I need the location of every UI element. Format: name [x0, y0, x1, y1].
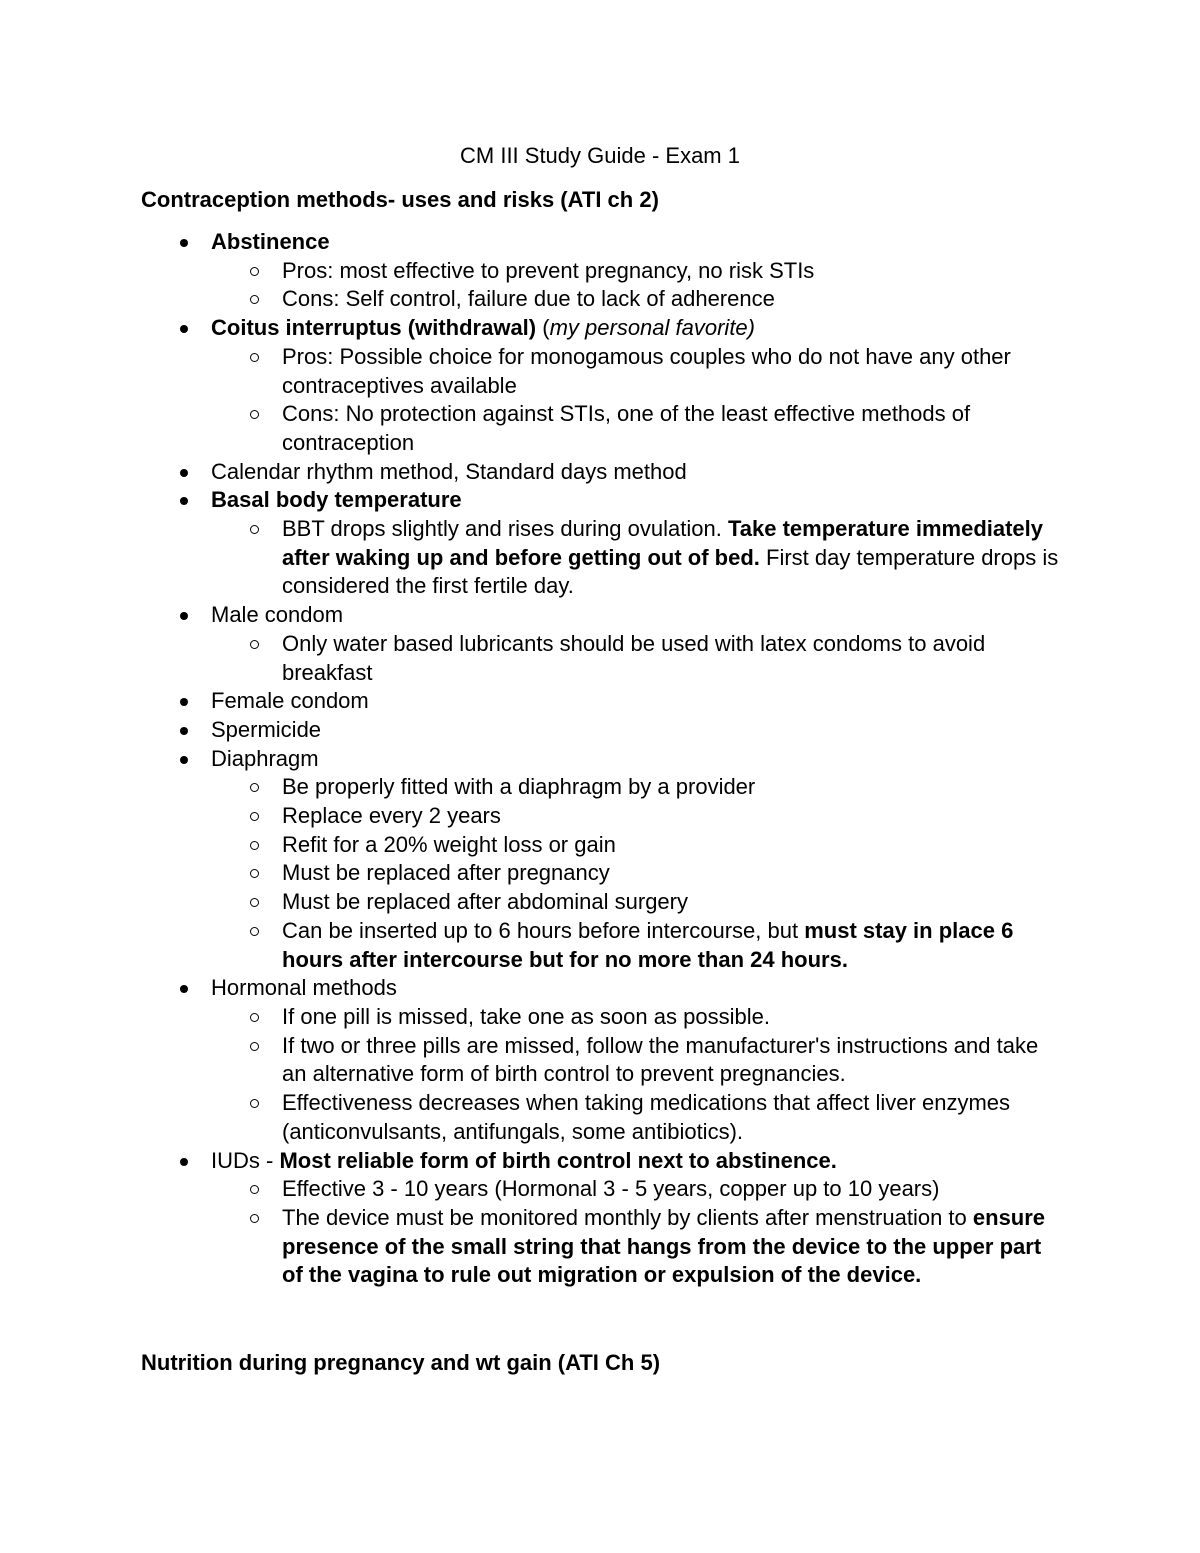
sub-item-text: Only water based lubricants should be used with latex condoms to avoid breakfast — [282, 630, 986, 685]
sub-item-text: Pros: Possible choice for monogamous couples who do not have any other contraceptives available — [282, 343, 1011, 398]
sub-item — [0, 859, 1200, 888]
list-item-female-condom — [0, 687, 1200, 716]
sub-item-text: Effective 3 - 10 years (Hormonal 3 - 5 years, copper up to 10 years) — [282, 1176, 940, 1202]
sub-item-text: BBT drops slightly and rises during ovulation. — [282, 516, 728, 542]
hollow-bullet-icon — [250, 525, 259, 534]
list-item-coitus-interruptus — [0, 314, 1200, 343]
hollow-bullet-icon — [250, 295, 259, 304]
item-label: Male condom — [211, 602, 344, 628]
sub-item — [0, 831, 1200, 860]
item-label: Spermicide — [211, 716, 322, 742]
bullet-icon — [180, 469, 188, 477]
sub-item — [0, 343, 1200, 400]
sub-item-text: Refit for a 20% weight loss or gain — [282, 831, 616, 857]
hollow-bullet-icon — [250, 353, 259, 362]
hollow-bullet-icon — [250, 927, 259, 936]
sub-item-text: Cons: Self control, failure due to lack of adherence — [282, 286, 775, 312]
document-title: CM III Study Guide - Exam 1 — [460, 143, 740, 168]
sub-item — [0, 515, 1200, 601]
item-label-paren: ( — [536, 315, 550, 341]
bullet-icon — [180, 698, 188, 706]
bullet-icon — [180, 727, 188, 735]
sub-item-text: Cons: No protection against STIs, one of the least effective methods of contraception — [282, 401, 971, 455]
hollow-bullet-icon — [250, 410, 259, 419]
section-heading-nutrition: Nutrition during pregnancy and wt gain (ATI Ch 5) — [141, 1350, 661, 1375]
hollow-bullet-icon — [250, 841, 259, 850]
sub-item — [0, 1032, 1200, 1089]
sub-item — [0, 888, 1200, 917]
hollow-bullet-icon — [250, 898, 259, 907]
list-item-diaphragm — [0, 745, 1200, 774]
sub-item — [0, 285, 1200, 314]
sub-item-text: Replace every 2 years — [282, 803, 501, 829]
list-item-spermicide — [0, 716, 1200, 745]
sub-item-text: If one pill is missed, take one as soon as possible. — [282, 1003, 770, 1029]
sub-item — [0, 1204, 1200, 1290]
item-label: IUDs - — [211, 1147, 280, 1173]
list-item-calendar-rhythm — [0, 458, 1200, 487]
bullet-icon — [180, 985, 188, 993]
contraception-methods-list — [0, 228, 1200, 1290]
sub-item-text: If two or three pills are missed, follow the manufacturer's instructions and take an alternative form of birth control to prevent pregnancies. — [282, 1032, 1039, 1087]
list-item-basal-body-temperature — [0, 486, 1200, 515]
hollow-bullet-icon — [250, 1214, 259, 1223]
sub-item — [0, 773, 1200, 802]
sub-item — [0, 1003, 1200, 1032]
bullet-icon — [180, 612, 188, 620]
hollow-bullet-icon — [250, 1042, 259, 1051]
hollow-bullet-icon — [250, 640, 259, 649]
item-label: Hormonal methods — [211, 975, 397, 1001]
sub-item — [0, 630, 1200, 687]
hollow-bullet-icon — [250, 812, 259, 821]
section-heading-contraception: Contraception methods- uses and risks (ATI ch 2) — [141, 187, 659, 212]
sub-item-text: Pros: most effective to prevent pregnancy, no risk STIs — [282, 257, 815, 283]
bullet-icon — [180, 239, 188, 247]
hollow-bullet-icon — [250, 267, 259, 276]
bullet-icon — [180, 497, 188, 505]
item-label: Female condom — [211, 688, 369, 714]
sub-item-emphasis: ensure presence of the small string that hangs from the device to the upper part of the vagina to rule out migration or expulsion of the device. — [282, 1204, 1046, 1288]
list-item-hormonal-methods — [0, 974, 1200, 1003]
item-label: Coitus interruptus (withdrawal) — [211, 315, 537, 341]
hollow-bullet-icon — [250, 1099, 259, 1108]
item-label: Abstinence — [211, 229, 330, 254]
list-item-iuds — [0, 1147, 1200, 1176]
sub-item-emphasis: Take temperature immediately after waking up and before getting out of bed. — [282, 516, 1044, 570]
list-item-male-condom — [0, 601, 1200, 630]
sub-item — [0, 400, 1200, 457]
bullet-icon — [180, 325, 188, 333]
hollow-bullet-icon — [250, 1185, 259, 1194]
hollow-bullet-icon — [250, 1013, 259, 1022]
sub-item-text: The device must be monitored monthly by clients after menstruation to — [282, 1204, 973, 1230]
sub-item-text: First day temperature drops is considered the first fertile day. — [282, 544, 1059, 599]
item-label: Basal body temperature — [211, 487, 462, 513]
item-label-emphasis: Most reliable form of birth control next to abstinence. — [279, 1147, 837, 1173]
item-label: Diaphragm — [211, 745, 319, 771]
sub-item-text: Be properly fitted with a diaphragm by a provider — [282, 774, 756, 800]
sub-item-text: Must be replaced after pregnancy — [282, 860, 610, 886]
sub-item — [0, 257, 1200, 286]
hollow-bullet-icon — [250, 783, 259, 792]
bullet-icon — [180, 1158, 188, 1166]
sub-item — [0, 1175, 1200, 1204]
list-item-abstinence — [0, 228, 1200, 257]
bullet-icon — [180, 756, 188, 764]
sub-item — [0, 802, 1200, 831]
sub-item-text: Can be inserted up to 6 hours before intercourse, but — [282, 917, 805, 943]
item-label: Calendar rhythm method, Standard days method — [211, 458, 687, 484]
sub-item-text: Must be replaced after abdominal surgery — [282, 889, 688, 915]
hollow-bullet-icon — [250, 869, 259, 878]
sub-item-emphasis: must stay in place 6 hours after intercourse but for no more than 24 hours. — [282, 917, 1014, 972]
sub-item — [0, 1089, 1200, 1146]
sub-item — [0, 917, 1200, 974]
sub-item-text: Effectiveness decreases when taking medications that affect liver enzymes (anticonvulsants, antifungals, some antibiotics). — [282, 1090, 1011, 1144]
item-label-note: my personal favorite) — [549, 315, 755, 341]
